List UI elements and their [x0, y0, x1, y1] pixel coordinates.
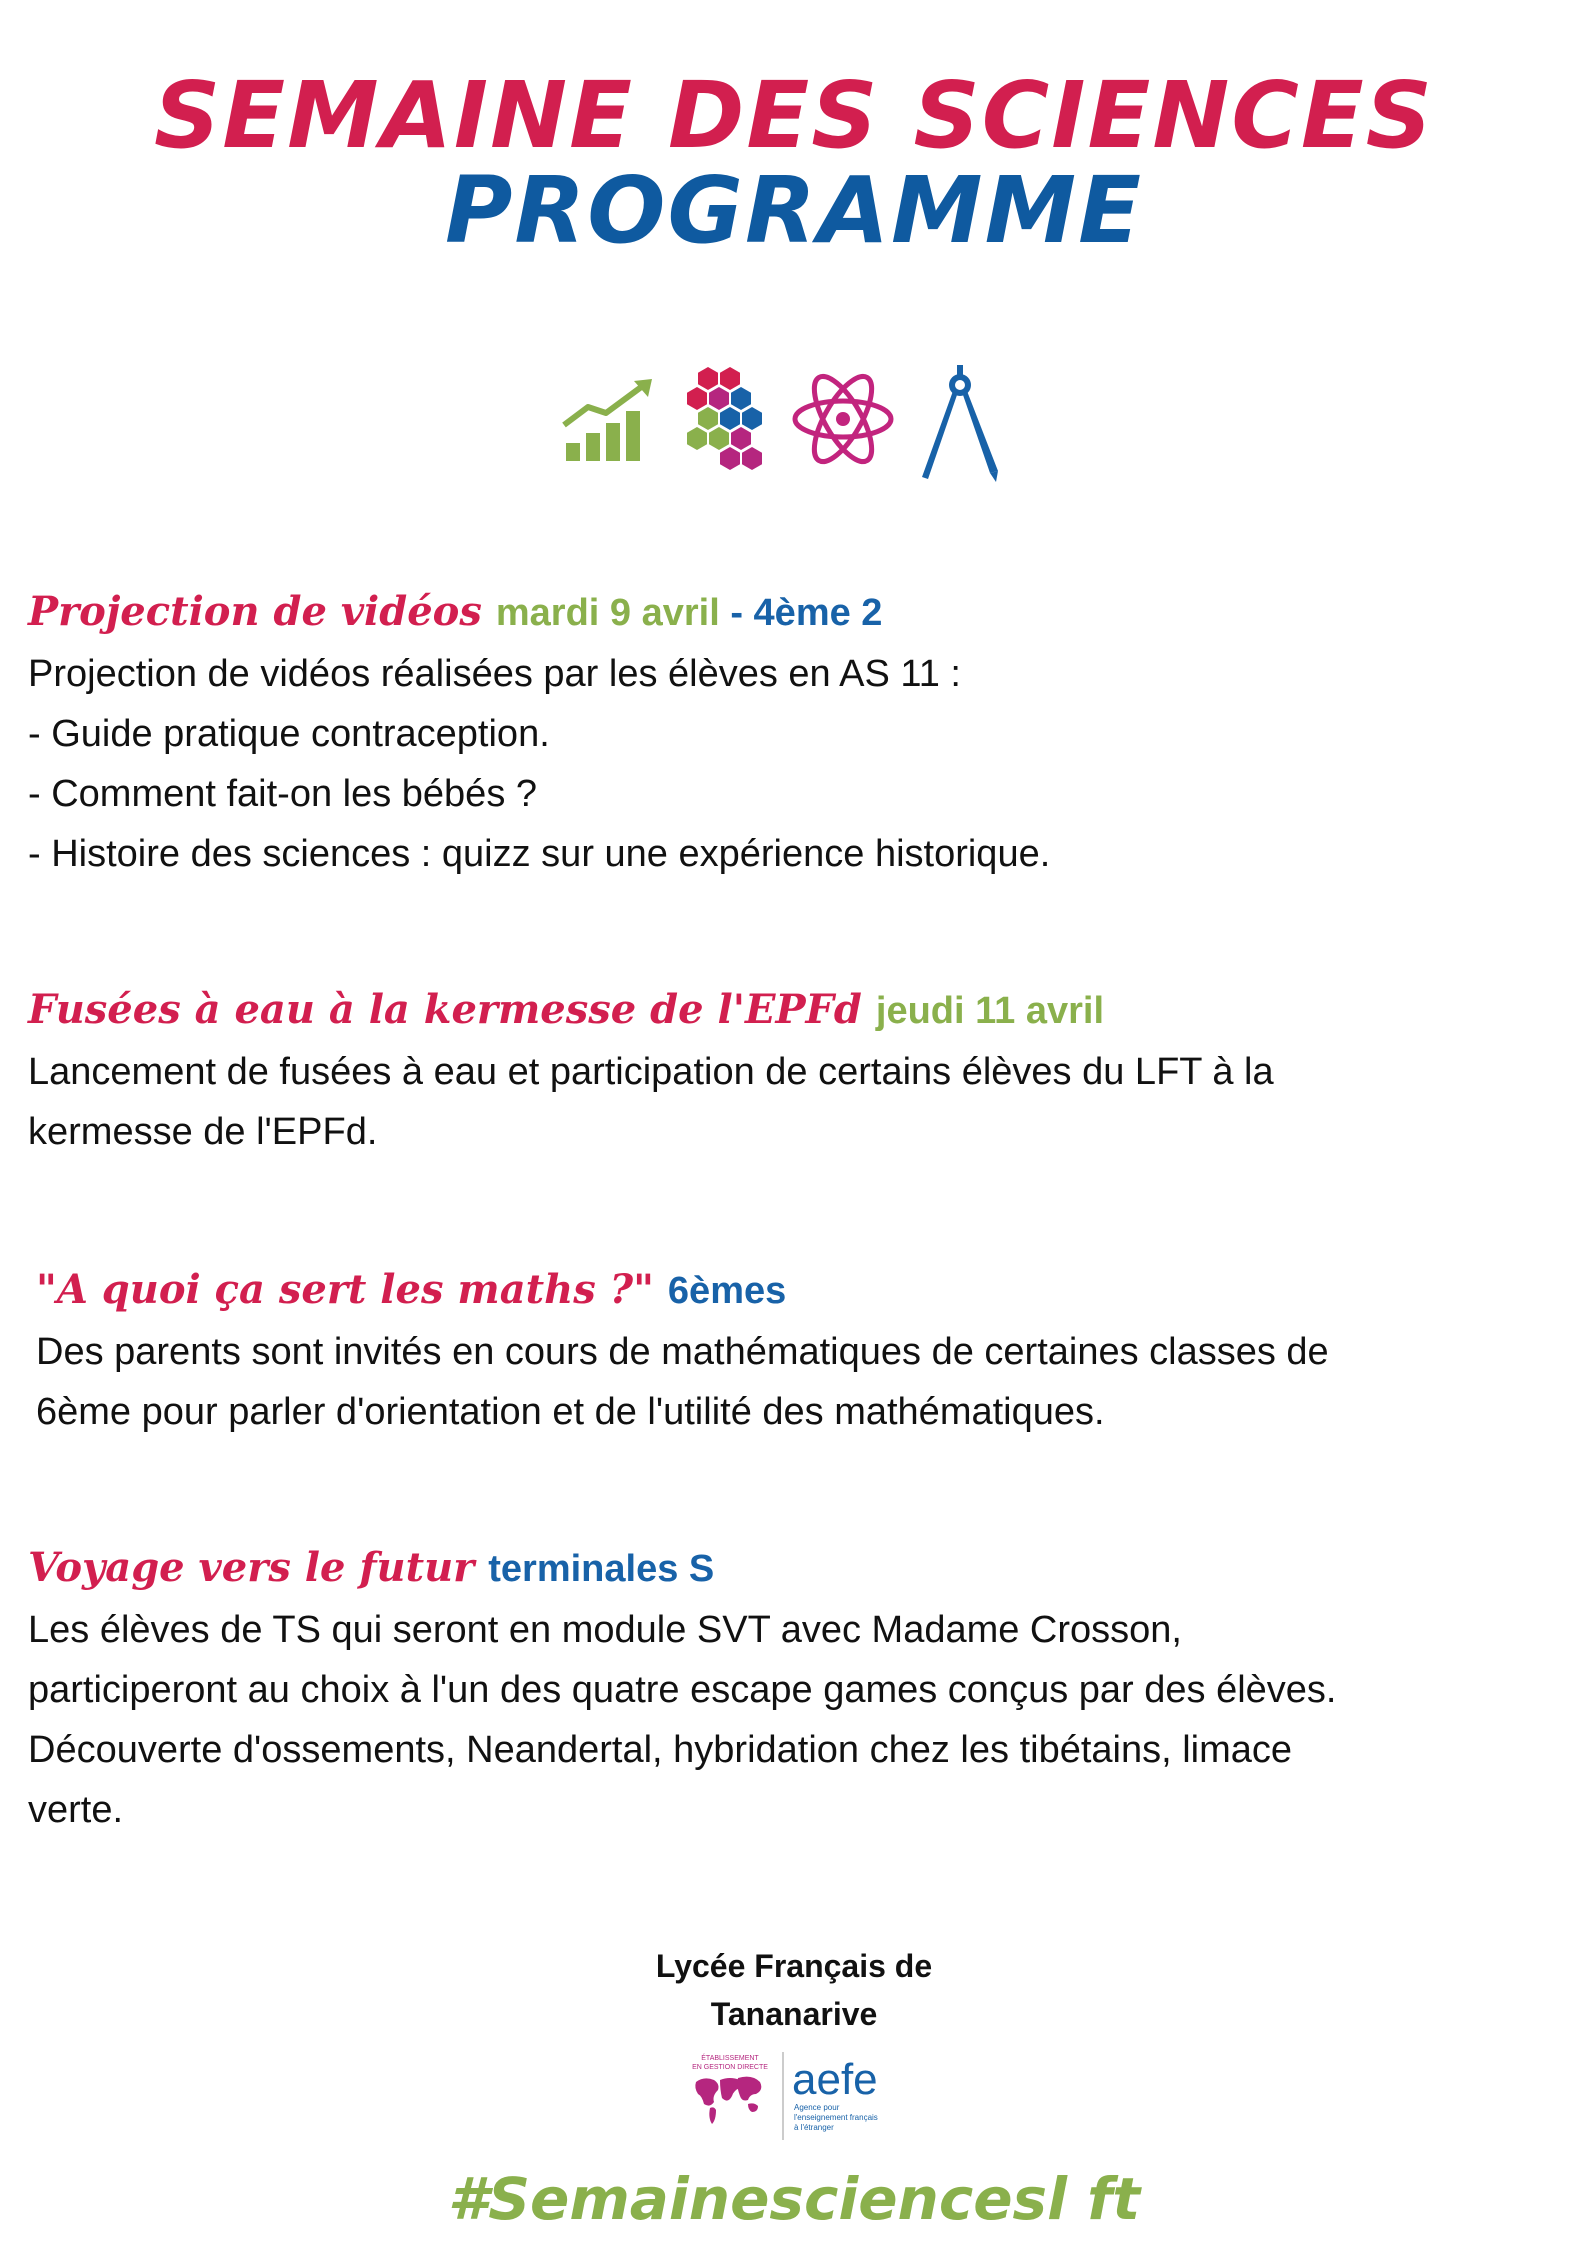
- section-1-date: mardi 9 avril: [495, 592, 720, 634]
- aefe-wordmark: aefe: [792, 2055, 878, 2104]
- section-4-line: Découverte d'ossements, Neandertal, hybridation chez les tibétains, limace: [28, 1729, 1293, 1771]
- hashtag: #Semainesciencesl ft: [447, 2165, 1141, 2233]
- aefe-tagline-line: Agence pour: [794, 2103, 840, 2112]
- section-2-line: Lancement de fusées à eau et participation de certains élèves du LFT à la: [28, 1051, 1274, 1093]
- section-1-heading: [28, 588, 883, 635]
- section-3-class: 6èmes: [667, 1270, 787, 1312]
- edg-logo-line: EN GESTION DIRECTE: [692, 2064, 768, 2071]
- section-1-line: - Histoire des sciences : quizz sur une expérience historique.: [28, 833, 1051, 875]
- school-name: [0, 1942, 1588, 2038]
- edg-logo-line: ÉTABLISSEMENT: [701, 2055, 759, 2062]
- atom-icon: [788, 367, 898, 471]
- section-3-heading: [36, 1266, 787, 1313]
- section-4-line: Les élèves de TS qui seront en module SVT avec Madame Crosson,: [28, 1609, 1182, 1651]
- section-1-class: - 4ème 2: [719, 592, 883, 634]
- page-title: SEMAINE DES SCIENCES: [154, 62, 1434, 169]
- aefe-tagline-line: l'enseignement français: [794, 2113, 878, 2122]
- section-4-line: verte.: [28, 1789, 124, 1831]
- section-1-title: Projection de vidéos: [28, 588, 482, 635]
- aefe-tagline-line: à l'étranger: [794, 2123, 834, 2132]
- section-2-title: Fusées à eau à la kermesse de l'EPFd: [28, 986, 862, 1033]
- page-subtitle: PROGRAMME: [445, 157, 1143, 264]
- section-3-title: "A quoi ça sert les maths ?": [36, 1266, 654, 1313]
- section-2-body: [28, 1042, 1548, 1162]
- chart-growth-icon: [560, 375, 656, 465]
- section-3-body: [36, 1322, 1556, 1442]
- aefe-logo: [792, 2055, 878, 2132]
- section-1-line: Projection de vidéos réalisées par les élèves en AS 11 :: [28, 653, 961, 695]
- icons-row: [560, 365, 1020, 485]
- section-4-body: [28, 1600, 1548, 1840]
- logo-separator: [782, 2052, 784, 2140]
- section-1-line: - Guide pratique contraception.: [28, 713, 550, 755]
- section-1-body: [28, 644, 1548, 884]
- section-4-title: Voyage vers le futur: [28, 1544, 475, 1591]
- school-name-line: Lycée Français de: [655, 1948, 933, 1984]
- compass-drawing-icon: [920, 365, 1000, 483]
- footer-logos: [690, 2052, 930, 2152]
- section-2-line: kermesse de l'EPFd.: [28, 1111, 378, 1153]
- section-4-heading: [28, 1544, 715, 1591]
- section-2-date: jeudi 11 avril: [875, 990, 1105, 1032]
- section-4-line: participeront au choix à l'un des quatre escape games conçus par des élèves.: [28, 1669, 1337, 1711]
- section-4-class: terminales S: [488, 1548, 715, 1590]
- world-map-icon: [695, 2077, 761, 2124]
- section-2-heading: [28, 986, 1105, 1033]
- section-3-line: 6ème pour parler d'orientation et de l'utilité des mathématiques.: [36, 1391, 1105, 1433]
- section-1-line: - Comment fait-on les bébés ?: [28, 773, 538, 815]
- school-name-line: Tananarive: [710, 1996, 878, 2032]
- section-3-line: Des parents sont invités en cours de mathématiques de certaines classes de: [36, 1331, 1329, 1373]
- edg-logo: [692, 2053, 768, 2124]
- hexagon-molecule-icon: [684, 365, 774, 473]
